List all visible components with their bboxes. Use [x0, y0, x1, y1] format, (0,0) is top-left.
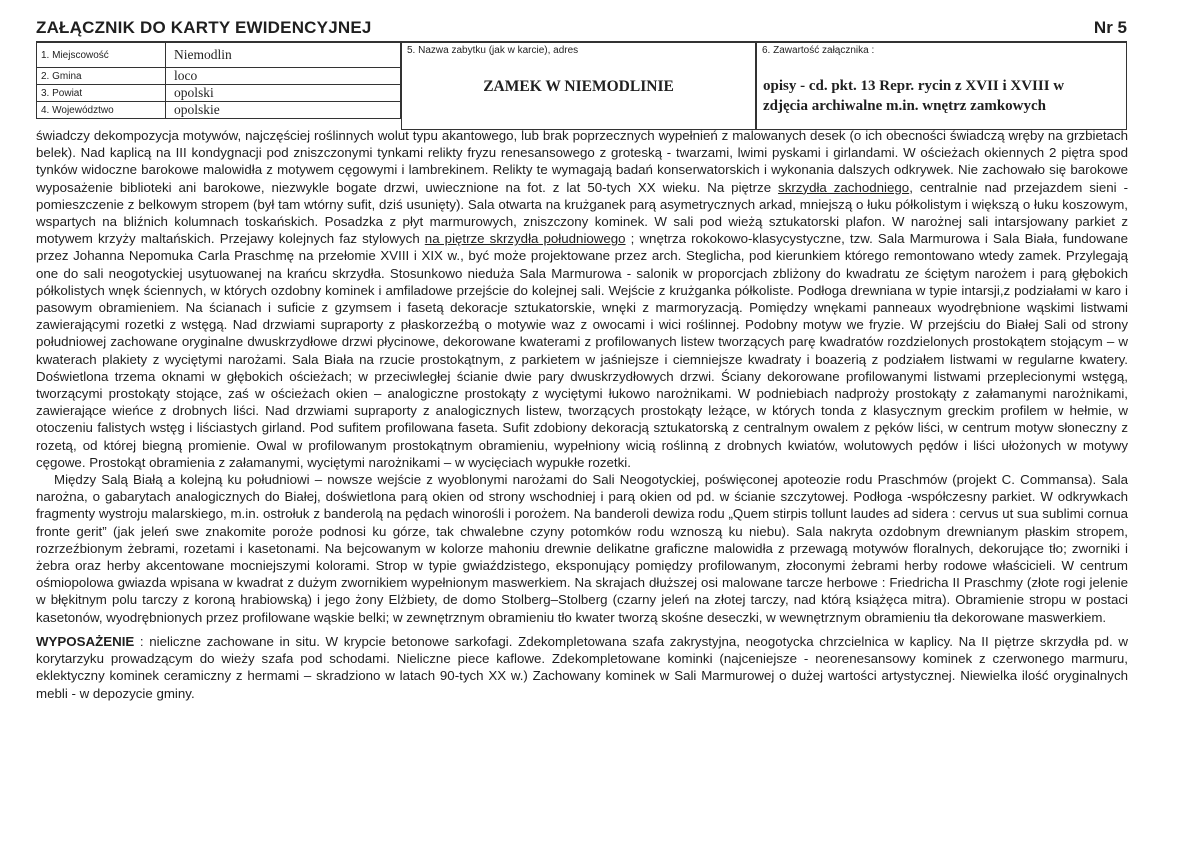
form-title: ZAŁĄCZNIK DO KARTY EWIDENCYJNEJ — [36, 18, 372, 37]
contents-label: 6. Zawartość załącznika : — [762, 45, 875, 56]
monument-label: 5. Nazwa zabytku (jak w karcie), adres — [407, 45, 579, 56]
contents-value — [763, 76, 1120, 116]
field-row-locality — [37, 43, 401, 68]
field-value: opolskie — [166, 102, 401, 119]
text-run: , centralnie nad przejazdem sieni - pomieszczenie z belkowym stropem (był tam wtórny sufit, dziś usunięty). Sala otwarta na krużganek parą asymetrycznych arkad, mniejszą o łuku półkolistym i większą o łuku koszowym, wspartych na bliźnich kolumnach toskańskich. Posadzka z płyt marmurowych, zniszczony kominek. W sali pod wieżą sztukatorski plafon. W narożnej sali intarsjowany parkiet z motywem krzyży maltańskich. Przejawy kolejnych faz stylowych — [36, 179, 1129, 247]
field-row-voivodeship — [37, 102, 401, 119]
field-label: 2. Gmina — [37, 68, 166, 85]
field-value: loco — [166, 68, 401, 85]
field-row-commune — [37, 68, 401, 85]
field-value: Niemodlin — [166, 43, 401, 68]
attachment-number: Nr 5 — [1093, 18, 1127, 37]
field-label: 3. Powiat — [37, 85, 166, 102]
text-run: ; wnętrza rokokowo-klasycystyczne, tzw. Sala Marmurowa i Sala Biała, fundowane przez Johanna Nepomuka Carla Praschmę na przełomie XVIII i XIX w., być może projektowane przez arch. Steglicha, pod kierunkiem którego remontowano wtedy zamek. Przylegają one do sali neogotyckiej usytuowanej na krańcu skrzydła. Stosunkowo nieduża Sala Marmurowa - salonik w proporcjach zbliżony do kwadratu ze ściętym narożem i parą głębokich półkolistych wnęk ściennych, w których ozdobny kominek i amfiladowe przejście do kolejnej sali. Wejście z krużganka półkoliste. Podłoga drewniana w typie intarsji,z podziałami w karo i pasowym obramieniem. Na ścianach i suficie z gzymsem i fasetą dekoracje sztukatorskie, wnęki z marmoryzacją. Pomiędzy wnękami panneaux wyodrębnione wąskimi listwami zawierającymi rozetki z wstęgą. Nad drzwiami supraporty z płaskorzeźbą o motywie waz z owocami i wici roślinnej. Podobny motyw we fryzie. W przejściu do Białej Sali od strony południowej zachowane oryginalne dwuskrzydłowe drzwi płycinowe, dekorowane kwaterami z profilowanych listew tworzących parę kwadratów rozdzielonych prostokątem stojącym – w kwaterach plakiety z wyciętymi narożami. Sala Biała na rzucie prostokątnym, z parkietem w jaśniejsze i ciemniejsze kwadraty i boazerią z podziałem listwami w regularne kwatery. Doświetlona trzema oknami w głębokich ościeżach; w przeciwległej ścianie dwie pary dwuskrzydłowych drzwi. Ściany dekorowane profilowanymi listwami przeplecionymi wstęgą, tworzącymi prostokąty stojące, zaś w ościeżach okien – analogiczne prostokąty z wyciętymi łukowo narożnikami. W podniebiach nadproży prostokąty z załamanymi narożnikami, zawierające wieńce z drobnych liści. Nad drzwiami supraporty z analogicznych listew, tworzących prostokąty leżące, w których tonda z klasycznym greckim profilem w hełmie, w otoczeniu falistych wstęg i liściastych girland. Pod sufitem profilowana faseta. Sufit zdobiony dekoracją sztukatorską z centralnym owalem z pęków liści, w centrum motyw słoneczny z rozetą, od której biegną promienie. Owal w profilowanym prostokątnym obramieniu, wypełniony wicią roślinną z drobnych kwiatów, wolutowych pędów i liści ułożonych w motywy cęgowe. Prostokąt obramienia z załamanymi, wyciętymi narożnikami – w wycięciach wypukłe rozetki. — [36, 231, 1128, 470]
underlined-text: na piętrze skrzydła południowego — [424, 231, 626, 247]
field-label: 1. Miejscowość — [37, 43, 166, 68]
field-row-county — [37, 85, 401, 102]
paragraph-1 — [36, 127, 1128, 471]
attachment-contents-box — [756, 42, 1127, 130]
field-value: opolski — [166, 85, 401, 102]
underlined-text: skrzydła zachodniego — [778, 179, 910, 195]
text-run: : nieliczne zachowane in situ. W krypcie betonowe sarkofagi. Zdekompletowana szafa zakrystyjna, neogotycka chrzcielnica w kaplicy. Na II piętrze skrzydła pd. w korytarzyku prowadzącym do wieży szafa pod schodami. Nieliczne piece kaflowe. Zdekompletowane kominki (najceniejsze - neorenesansowy kominek z czerwonego marmuru, eklektyczny kominek ceramiczny z hermami – skradziono w latach 90-tych XX w.) Zachowany kominek w Sali Marmurowej o dużej wartości artystycznej. Niewielka ilość oryginalnych mebli - w depozycie gminy. — [36, 633, 1128, 701]
paragraph-2: Między Salą Białą a kolejną ku południowi – nowsze wejście z wyoblonymi narożami do Sali Neogotyckiej, poświęconej apoteozie rodu Praschmów (projekt C. Commansa). Sala narożna, o gabarytach analogicznych do Białej, doświetlona parą okien od strony wschodniej i parą okien od pd. w ścianie szczytowej. Podłoga -współczesny parkiet. W odkrywkach fragmenty wystroju malarskiego, m.in. ostrołuk z banderolą na pędach winorośli i porożem. Na banderoli dewiza rodu „Quem stirpis tollunt laudes ad sidera : cervus ut sua sublimi cornua fronte gerit” (jak jeleń swe znakomite poroże podnosi ku górze, tak chwalebne czyny potomków rodu wznoszą ku niebu). Sala nakryta ozdobnym drewnianym płaskim stropem, rozrzeźbionym żebrami, rozetami i kasetonami. Na bejcowanym w kolorze mahoniu drewnie delikatne graficzne malowidła z przewagą motywów floralnych, dekorujące tło; zworniki i żebra oraz herby akcentowane mocniejszymi kolorami. Strop w typie gwiaździstego, eksponujący pomiędzy profilowanym, złoconymi żebrami herby rodowe właścicieli. W centrum ośmiopolowa gwiazda wpisana w kwadrat z dużym zwornikiem wypełnionym maswerkiem. Na skrajach dłuższej osi malowane tarcze herbowe : Friedricha II Praschmy (złote rogi jelenie w błękitnym polu tarczy z koroną hrabiowską) i jego żony Elżbiety, de domo Stolberg–Stolberg (czarny jeleń na złotej tarczy, nad którą książęca mitra). Obramienie stropu w postaci kasetonów, wyodrębnionych przez profilowane wąskie belki; w zewnętrznym obramieniu tło kwater tworzą skośne deseczki, w wewnętrznym obramieniu tła dekorowane maswerkiem. — [36, 472, 1128, 625]
contents-line-2: zdjęcia archiwalne m.in. wnętrz zamkowych — [763, 98, 1047, 114]
description-body — [36, 127, 1128, 702]
contents-line-1: opisy - cd. pkt. 13 Repr. rycin z XVII i XVIII w — [763, 78, 1065, 94]
monument-name-box — [401, 42, 756, 130]
equipment-heading: WYPOSAŻENIE — [36, 633, 135, 649]
monument-name: ZAMEK W NIEMODLINIE — [483, 78, 674, 95]
field-label: 4. Województwo — [37, 102, 166, 119]
paragraph-equipment — [36, 633, 1128, 702]
text-run: świadczy dekompozycja motywów, najczęściej roślinnych wolut typu akantowego, lub brak poprzecznych wypełnień z malowanych desek (o ich obecności świadczą wręby na grzbietach belek). Nad kaplicą na III kondygnacji pod zniszczonymi tynkami relikty fryzu renesansowego z groteską - twarzami, lwimi pyskami i girlandami. W ościeżach okiennych 2 piętra spod tynków widoczne barokowe malowidła z motywem cęgowymi i lambrekinem. Relikty te wymagają badań konserwatorskich i wykonania dalszych odkrywek. Nie zachowało się barokowe wyposażenie biblioteki ani barokowe, niezwykle bogate drzwi, uwiecznione na fot. z lat 50-tych XX wieku. Na piętrze — [36, 128, 1128, 195]
location-fields — [36, 42, 401, 119]
